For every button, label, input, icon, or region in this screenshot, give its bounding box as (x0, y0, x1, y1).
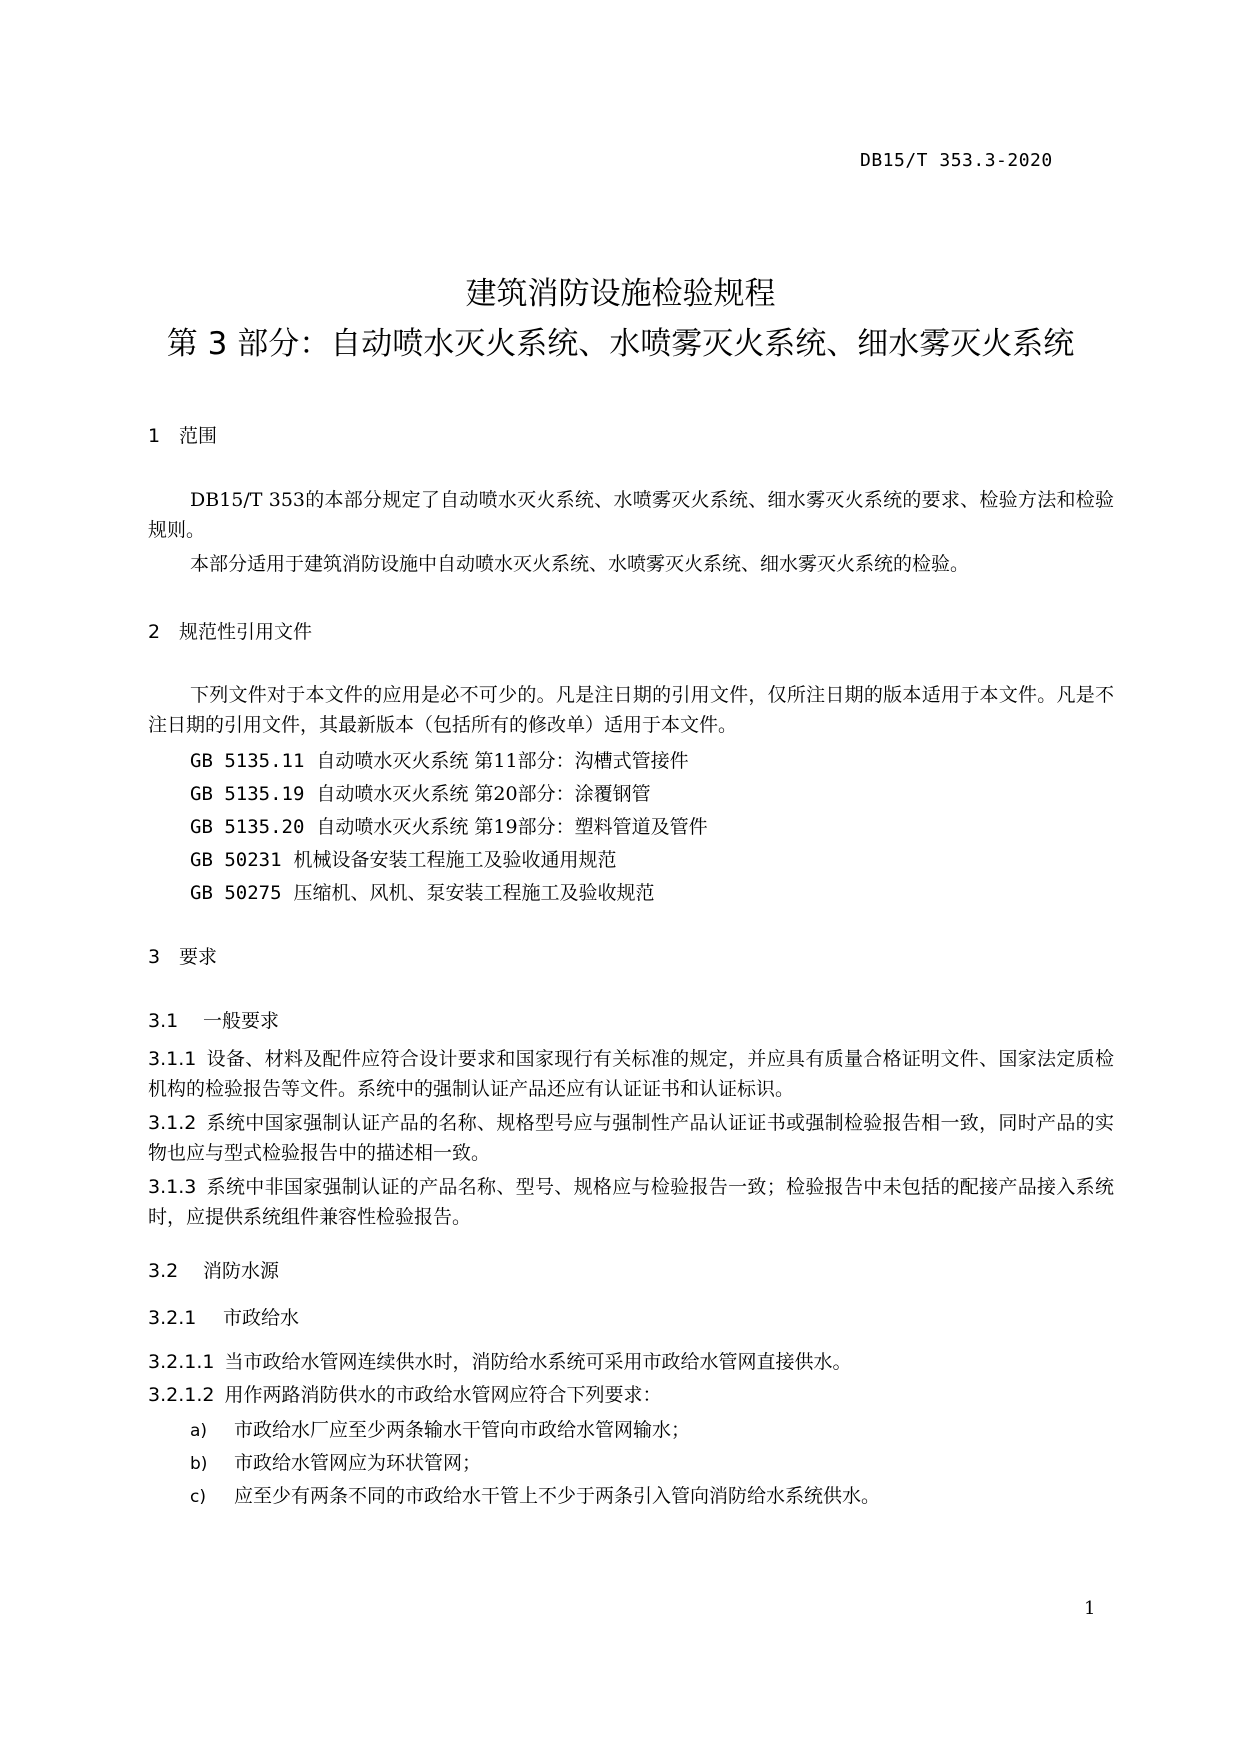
list-text: 市政给水管网应为环状管网； (234, 1452, 482, 1474)
clause-number: 3.2.1.1 (148, 1351, 215, 1373)
clause-number: 3.1.1 (148, 1048, 197, 1070)
list-marker: b) (190, 1454, 208, 1474)
clause-number: 3.1.3 (148, 1176, 197, 1198)
section-title: 规范性引用文件 (179, 621, 313, 643)
paragraph: 本部分适用于建筑消防设施中自动喷水灭火系统、水喷雾灭火系统、细水雾灭火系统的检验。 (190, 553, 970, 575)
clause-3-2-1-2 (148, 1380, 1114, 1410)
section-number: 1 (148, 425, 161, 447)
clause-number: 3.1.2 (148, 1112, 197, 1134)
clause-text: 系统中非国家强制认证的产品名称、型号、规格应与检验报告一致；检验报告中未包括的配接产品接入系统时，应提供系统组件兼容性检验报告。 (148, 1176, 1114, 1228)
list-item (190, 1415, 690, 1442)
document-title: 建筑消防设施检验规程 (465, 276, 776, 312)
reference-title: 机械设备安装工程施工及验收通用规范 (293, 849, 617, 871)
subsection-number: 3.2 (148, 1260, 179, 1282)
reference-title: 自动喷水灭火系统 第11部分：沟槽式管接件 (316, 750, 689, 772)
reference-code: GB 5135.20 (190, 816, 305, 838)
list-marker: a) (190, 1421, 208, 1441)
list-text: 应至少有两条不同的市政给水干管上不少于两条引入管向消防给水系统供水。 (234, 1485, 881, 1507)
paragraph: 下列文件对于本文件的应用是必不可少的。凡是注日期的引用文件，仅所注日期的版本适用于本文件。凡是不注日期的引用文件，其最新版本（包括所有的修改单）适用于本文件。 (148, 684, 1114, 736)
reference-item (190, 878, 655, 905)
section-number: 2 (148, 621, 161, 643)
section-title: 要求 (179, 946, 218, 968)
reference-title: 自动喷水灭火系统 第19部分：塑料管道及管件 (316, 816, 708, 838)
subsection-3-2-heading (148, 1256, 279, 1283)
section-3-heading (148, 942, 217, 969)
list-item (190, 1448, 481, 1475)
subsection-3-2-1-heading (148, 1303, 299, 1330)
section-title: 范围 (179, 425, 218, 447)
document-subtitle: 第 3 部分：自动喷水灭火系统、水喷雾灭火系统、细水雾灭火系统 (166, 326, 1075, 362)
subsection-title: 一般要求 (203, 1010, 280, 1032)
subsection-3-1-heading (148, 1006, 279, 1033)
subsection-number: 3.1 (148, 1010, 179, 1032)
section-2-heading (148, 617, 312, 644)
subsection-title: 市政给水 (223, 1307, 300, 1329)
reference-item (190, 845, 617, 872)
clause-text: 当市政给水管网连续供水时，消防给水系统可采用市政给水管网直接供水。 (224, 1351, 852, 1373)
clause-number: 3.2.1.2 (148, 1384, 215, 1406)
paragraph: DB15/T 353的本部分规定了自动喷水灭火系统、水喷雾灭火系统、细水雾灭火系统的要求、检验方法和检验规则。 (148, 489, 1114, 541)
reference-title: 压缩机、风机、泵安装工程施工及验收规范 (293, 882, 655, 904)
reference-code: GB 50275 (190, 882, 282, 904)
subsection-number: 3.2.1 (148, 1307, 197, 1329)
clause-text: 设备、材料及配件应符合设计要求和国家现行有关标准的规定，并应具有质量合格证明文件、国家法定质检机构的检验报告等文件。系统中的强制认证产品还应有认证证书和认证标识。 (148, 1048, 1114, 1100)
list-item (190, 1481, 880, 1508)
standard-code: DB15/T 353.3-2020 (860, 150, 1053, 171)
reference-code: GB 5135.19 (190, 783, 305, 805)
section-number: 3 (148, 946, 161, 968)
reference-code: GB 50231 (190, 849, 282, 871)
reference-item (190, 812, 708, 839)
section-1-heading (148, 421, 217, 448)
clause-3-2-1-1 (148, 1347, 1114, 1377)
reference-item (190, 746, 689, 773)
reference-title: 自动喷水灭火系统 第20部分：涂覆钢管 (316, 783, 651, 805)
clause-text: 用作两路消防供水的市政给水管网应符合下列要求： (224, 1384, 662, 1406)
clause-text: 系统中国家强制认证产品的名称、规格型号应与强制性产品认证证书或强制检验报告相一致，同时产品的实物也应与型式检验报告中的描述相一致。 (148, 1112, 1114, 1164)
reference-code: GB 5135.11 (190, 750, 305, 772)
reference-item (190, 779, 651, 806)
clause-3-1-2 (148, 1108, 1114, 1168)
list-text: 市政给水厂应至少两条输水干管向市政给水管网输水； (234, 1419, 691, 1441)
clause-3-1-3 (148, 1172, 1114, 1232)
list-marker: c) (190, 1487, 206, 1507)
subsection-title: 消防水源 (203, 1260, 280, 1282)
page-number: 1 (1084, 1598, 1096, 1619)
clause-3-1-1 (148, 1044, 1114, 1104)
